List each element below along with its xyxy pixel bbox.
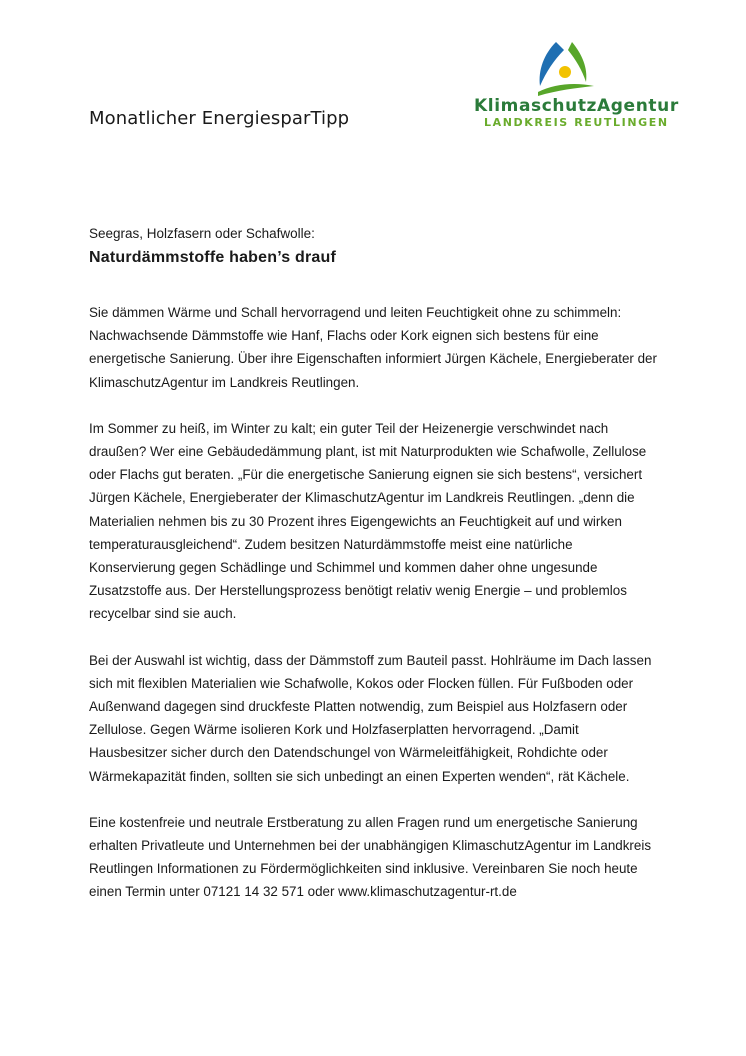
text-line: Materialien nehmen bis zu 30 Prozent ihres Eigengewichts an Feuchtigkeit auf und wirken	[89, 513, 622, 529]
text-line: Außenwand dagegen sind druckfeste Platten notwendig, zum Beispiel aus Holzfasern oder	[89, 699, 628, 715]
text-line: Eine kostenfreie und neutrale Erstberatung zu allen Fragen rund um energetische Sanierung	[89, 814, 638, 830]
text-line: Im Sommer zu heiß, im Winter zu kalt; ein guter Teil der Heizenergie verschwindet nach	[89, 420, 609, 436]
text-line: energetische Sanierung. Über ihre Eigenschaften informiert Jürgen Kächele, Energieberater der	[89, 351, 657, 367]
logo-subline: LANDKREIS REUTLINGEN	[484, 116, 669, 129]
page-title: Monatlicher EnergiesparTipp	[89, 108, 350, 129]
text-line: recycelbar sind sie auch.	[89, 606, 237, 622]
paragraph-auswahl	[89, 649, 669, 788]
paragraph-beratung	[89, 811, 669, 904]
logo-sun	[559, 66, 571, 78]
logo-green-stroke	[568, 42, 586, 82]
text-line: temperaturausgleichend“. Zudem besitzen Naturdämmstoffe meist eine natürliche	[89, 536, 573, 552]
klimaschutzagentur-logo	[470, 40, 679, 132]
article-headline: Naturdämmstoffe haben’s drauf	[89, 249, 337, 266]
text-line: KlimaschutzAgentur im Landkreis Reutlingen.	[89, 374, 360, 390]
text-line: Reutlingen Informationen zu Fördermöglichkeiten sind inklusive. Vereinbaren Sie noch heute	[89, 861, 638, 877]
text-line: Jürgen Kächele, Energieberater der KlimaschutzAgentur im Landkreis Reutlingen. „denn die	[89, 490, 635, 506]
text-line: Sie dämmen Wärme und Schall hervorragend und leiten Feuchtigkeit ohne zu schimmeln:	[89, 305, 622, 320]
text-line: einen Termin unter 07121 14 32 571 oder www.klimaschutzagentur-rt.de	[89, 884, 517, 900]
text-line: Konservierung gegen Schädlinge und Schimmel und kommen daher ohne ungesunde	[89, 560, 598, 576]
text-line: oder Flachs gut beraten. „Für die energetische Sanierung eignen sie sich bestens“, versichert	[89, 467, 643, 483]
text-line: Bei der Auswahl ist wichtig, dass der Dämmstoff zum Bauteil passt. Hohlräume im Dach lassen	[89, 652, 652, 668]
text-line: Hausbesitzer sicher durch den Datendschungel von Wärmeleitfähigkeit, Rohdichte oder	[89, 745, 608, 761]
paragraph-intro	[89, 301, 669, 394]
text-line: erhalten Privatleute und Unternehmen bei der unabhängigen KlimaschutzAgentur im Landkreis	[89, 838, 652, 854]
text-line: Nachwachsende Dämmstoffe wie Hanf, Flachs oder Kork eignen sich bestens für eine	[89, 328, 599, 344]
paragraph-naturprodukte	[89, 417, 669, 626]
logo-wordmark: KlimaschutzAgentur	[474, 96, 679, 116]
logo-blue-swoosh	[540, 42, 564, 86]
logo-green-ground	[538, 84, 594, 96]
text-line: draußen? Wer eine Gebäudedämmung plant, ist mit Naturprodukten wie Schafwolle, Zellulose	[89, 444, 647, 460]
article-kicker: Seegras, Holzfasern oder Schafwolle:	[89, 226, 315, 241]
article-body	[89, 301, 669, 927]
text-line: Wärmekapazität finden, sollten sie sich unbedingt an einen Experten wenden“, rät Kächele.	[89, 768, 630, 784]
text-line: Zellulose. Gegen Wärme isolieren Kork und Holzfaserplatten hervorragend. „Damit	[89, 722, 579, 738]
logo-mark-icon	[534, 40, 596, 96]
text-line: sich mit flexiblen Materialien wie Schafwolle, Kokos oder Flocken füllen. Für Fußboden oder	[89, 675, 634, 691]
text-line: Zusatzstoffe aus. Der Herstellungsprozess benötigt relativ wenig Energie – und problemlos	[89, 583, 627, 599]
